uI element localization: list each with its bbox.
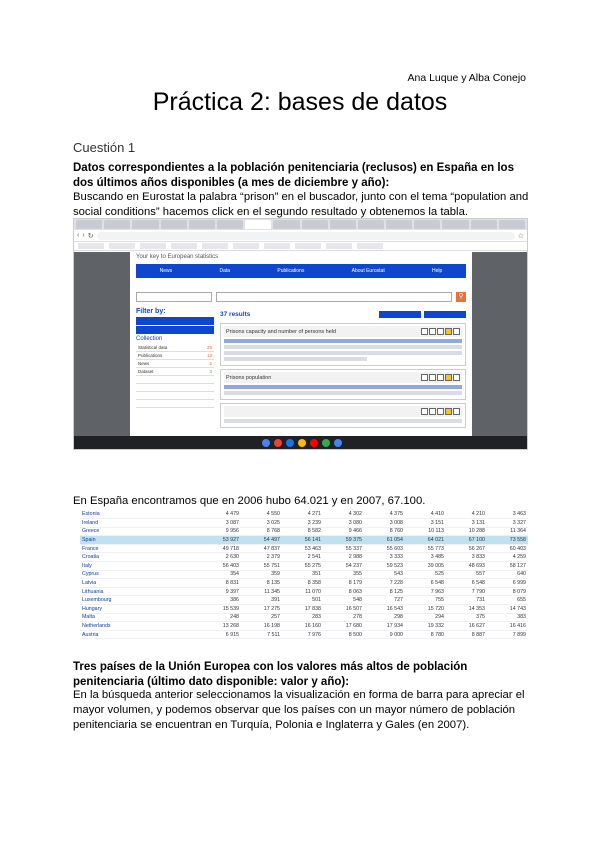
search-row: [136, 292, 466, 302]
filter-item: Dataset 3: [138, 369, 212, 374]
page-margin-right: [470, 252, 527, 438]
value-cell: 16 543: [364, 605, 405, 614]
value-cell: 73 558: [487, 536, 528, 545]
value-cell: 8 768: [241, 527, 282, 536]
value-cell: 11 345: [241, 587, 282, 596]
table-icon: [421, 374, 428, 381]
theme-select: [136, 292, 212, 302]
value-cell: 2 379: [241, 553, 282, 562]
value-cell: 354: [200, 570, 241, 579]
country-cell: Estonia: [80, 510, 190, 519]
result-title: Prisons capacity and number of persons held: [226, 328, 337, 335]
result-card: [220, 403, 466, 428]
value-cell: 15 539: [200, 605, 241, 614]
browser-tab-strip: [74, 219, 527, 230]
value-cell: 3 485: [405, 553, 446, 562]
bookmark-icon: [445, 408, 452, 415]
value-cell: 351: [282, 570, 323, 579]
section-heading: Cuestión 1: [73, 140, 136, 155]
chart-icon: [429, 374, 436, 381]
value-cell: 56 141: [282, 536, 323, 545]
page-margin-left: [74, 252, 130, 438]
value-cell: 355: [323, 570, 364, 579]
value-cell: 3 327: [487, 519, 528, 528]
value-cell: 6 915: [200, 630, 241, 639]
prison-table-screenshot: [80, 510, 528, 648]
value-cell: 9 397: [200, 587, 241, 596]
results-button: [379, 311, 421, 318]
value-cell: 54 497: [241, 536, 282, 545]
value-cell: 7 790: [446, 587, 487, 596]
flag-cell: [190, 527, 200, 536]
value-cell: 8 135: [241, 579, 282, 588]
value-cell: 9 000: [364, 630, 405, 639]
value-cell: 59 375: [323, 536, 364, 545]
value-cell: 48 693: [446, 562, 487, 571]
filter-item: [136, 376, 214, 384]
value-cell: 55 337: [323, 544, 364, 553]
country-cell: Hungary: [80, 605, 190, 614]
value-cell: 557: [446, 570, 487, 579]
country-cell: Lithuania: [80, 587, 190, 596]
table-row: [80, 536, 528, 545]
spain-sentence: En España encontramos que en 2006 hubo 64.021 y en 2007, 67.100.: [73, 495, 426, 507]
value-cell: 2 541: [282, 553, 323, 562]
bookmarks-bar: [74, 242, 527, 251]
table-row: [80, 596, 528, 605]
filter-item: News 2: [138, 361, 212, 366]
question-2-body: En la búsqueda anterior seleccionamos la visualización en forma de barra para apreciar el mayor volumen, y podemos observar que los países con un mayor número de población penitenciaria se encuentran en Turquía, Polonia e Inglaterra y Gales (en 2007).: [73, 689, 525, 731]
value-cell: 383: [487, 613, 528, 622]
filter-item: [136, 392, 214, 400]
country-cell: Malta: [80, 613, 190, 622]
value-cell: 55 603: [364, 544, 405, 553]
table-row: [80, 570, 528, 579]
value-cell: 11 364: [487, 527, 528, 536]
os-taskbar: [74, 436, 528, 449]
site-header: Your key to European statistics: [136, 254, 219, 260]
youtube-icon: [310, 439, 318, 447]
download-icon: [453, 408, 460, 415]
value-cell: 17 838: [282, 605, 323, 614]
value-cell: 8 760: [364, 527, 405, 536]
value-cell: 3 151: [405, 519, 446, 528]
value-cell: 8 063: [323, 587, 364, 596]
value-cell: 8 079: [487, 587, 528, 596]
value-cell: 386: [200, 596, 241, 605]
value-cell: 391: [241, 596, 282, 605]
value-cell: 10 113: [405, 527, 446, 536]
download-icon: [453, 328, 460, 335]
value-cell: 548: [323, 596, 364, 605]
value-cell: 10 288: [446, 527, 487, 536]
value-cell: 3 239: [282, 519, 323, 528]
gmail-icon: [274, 439, 282, 447]
country-cell: Greece: [80, 527, 190, 536]
country-cell: Ireland: [80, 519, 190, 528]
star-icon: ☆: [517, 232, 524, 240]
country-cell: Cyprus: [80, 570, 190, 579]
value-cell: 67 100: [446, 536, 487, 545]
value-cell: 283: [282, 613, 323, 622]
forward-icon: ›: [82, 232, 85, 239]
value-cell: 3 833: [446, 553, 487, 562]
results-panel: [220, 308, 466, 428]
value-cell: 16 416: [487, 622, 528, 631]
table-icon: [421, 328, 428, 335]
value-cell: 4 302: [323, 510, 364, 519]
breadcrumb: [130, 280, 472, 290]
value-cell: 3 080: [323, 519, 364, 528]
flag-cell: [190, 605, 200, 614]
result-title: Prisons population: [226, 374, 272, 381]
filter-item: Publications 13: [138, 353, 212, 358]
value-cell: 56 267: [446, 544, 487, 553]
reload-icon: ↻: [87, 232, 94, 240]
country-cell: Luxembourg: [80, 596, 190, 605]
flag-cell: [190, 570, 200, 579]
value-cell: 6 548: [446, 579, 487, 588]
table-row: [80, 510, 528, 519]
country-cell: Italy: [80, 562, 190, 571]
docs-icon: [286, 439, 294, 447]
flag-cell: [190, 519, 200, 528]
value-cell: 257: [241, 613, 282, 622]
value-cell: 3 025: [241, 519, 282, 528]
value-cell: 13 268: [200, 622, 241, 631]
table-row: [80, 562, 528, 571]
table-row: [80, 622, 528, 631]
flag-cell: [190, 622, 200, 631]
flag-cell: [190, 579, 200, 588]
question-1-body: Buscando en Eurostat la palabra “prison” en el buscador, junto con el tema “population and social conditions” hacemos click en el segundo resultado y obtenemos la tabla.: [73, 191, 529, 218]
value-cell: 54 237: [323, 562, 364, 571]
flag-cell: [190, 544, 200, 553]
search-input: [216, 292, 452, 302]
value-cell: 11 070: [282, 587, 323, 596]
value-cell: 4 479: [200, 510, 241, 519]
value-cell: 640: [487, 570, 528, 579]
value-cell: 2 988: [323, 553, 364, 562]
value-cell: 16 160: [282, 622, 323, 631]
value-cell: 501: [282, 596, 323, 605]
value-cell: 17 275: [241, 605, 282, 614]
play-icon: [322, 439, 330, 447]
flag-cell: [190, 553, 200, 562]
country-cell: France: [80, 544, 190, 553]
value-cell: 8 831: [200, 579, 241, 588]
value-cell: 19 332: [405, 622, 446, 631]
value-cell: 525: [405, 570, 446, 579]
table-row: [80, 587, 528, 596]
value-cell: 9 956: [200, 527, 241, 536]
value-cell: 731: [446, 596, 487, 605]
map-icon: [437, 328, 444, 335]
question-2-heading: Tres países de la Unión Europea con los valores más altos de población penitenciaria (último dato disponible: valor y año):: [73, 661, 468, 688]
value-cell: 294: [405, 613, 446, 622]
value-cell: 15 720: [405, 605, 446, 614]
flag-cell: [190, 536, 200, 545]
value-cell: 39 005: [405, 562, 446, 571]
value-cell: 3 463: [487, 510, 528, 519]
chart-icon: [429, 408, 436, 415]
flag-cell: [190, 562, 200, 571]
value-cell: 47 837: [241, 544, 282, 553]
value-cell: 3 008: [364, 519, 405, 528]
value-cell: 278: [323, 613, 364, 622]
value-cell: 9 466: [323, 527, 364, 536]
download-icon: [453, 374, 460, 381]
filter-active-1: [136, 317, 214, 325]
value-cell: 8 887: [446, 630, 487, 639]
value-cell: 7 511: [241, 630, 282, 639]
value-cell: 4 259: [487, 553, 528, 562]
value-cell: 7 963: [405, 587, 446, 596]
value-cell: 55 751: [241, 562, 282, 571]
filters-title: Filter by:: [136, 308, 166, 315]
value-cell: 64 021: [405, 536, 446, 545]
table-row: [80, 553, 528, 562]
filter-active-2: [136, 326, 214, 334]
value-cell: 60 403: [487, 544, 528, 553]
map-icon: [437, 408, 444, 415]
value-cell: 16 507: [323, 605, 364, 614]
flag-cell: [190, 587, 200, 596]
value-cell: 4 271: [282, 510, 323, 519]
results-count: 37 results: [220, 310, 251, 318]
flag-cell: [190, 510, 200, 519]
table-row: [80, 579, 528, 588]
document-title: Práctica 2: bases de datos: [152, 88, 448, 116]
table-icon: [421, 408, 428, 415]
value-cell: 59 523: [364, 562, 405, 571]
country-cell: Austria: [80, 630, 190, 639]
value-cell: 7 228: [364, 579, 405, 588]
value-cell: 8 358: [282, 579, 323, 588]
table-row: [80, 544, 528, 553]
country-cell: Croatia: [80, 553, 190, 562]
value-cell: 7 976: [282, 630, 323, 639]
flag-cell: [190, 630, 200, 639]
chart-icon: [429, 328, 436, 335]
value-cell: 8 582: [282, 527, 323, 536]
value-cell: 6 548: [405, 579, 446, 588]
collection-title: Collection: [136, 336, 163, 342]
value-cell: 375: [446, 613, 487, 622]
value-cell: 4 410: [405, 510, 446, 519]
value-cell: 4 210: [446, 510, 487, 519]
value-cell: 14 353: [446, 605, 487, 614]
result-card: [220, 323, 466, 366]
country-cell: Netherlands: [80, 622, 190, 631]
value-cell: 359: [241, 570, 282, 579]
filter-item: [136, 384, 214, 392]
value-cell: 3 087: [200, 519, 241, 528]
country-cell: Latvia: [80, 579, 190, 588]
files-icon: [334, 439, 342, 447]
value-cell: 755: [405, 596, 446, 605]
value-cell: 55 275: [282, 562, 323, 571]
nav-item-publications: Publications: [277, 268, 305, 274]
filter-item: Statistical data 29: [138, 345, 212, 350]
value-cell: 56 403: [200, 562, 241, 571]
value-cell: 6 999: [487, 579, 528, 588]
table-row: [80, 527, 528, 536]
site-nav-bar: [136, 264, 466, 278]
value-cell: 17 680: [323, 622, 364, 631]
value-cell: 543: [364, 570, 405, 579]
value-cell: 61 054: [364, 536, 405, 545]
value-cell: 8 500: [323, 630, 364, 639]
value-cell: 55 773: [405, 544, 446, 553]
nav-item-data: Data: [219, 268, 231, 274]
table-row: [80, 519, 528, 528]
bookmark-icon: [445, 374, 452, 381]
browser-address-bar: [74, 230, 527, 242]
value-cell: 655: [487, 596, 528, 605]
value-cell: 3 131: [446, 519, 487, 528]
value-cell: 49 718: [200, 544, 241, 553]
value-cell: 4 375: [364, 510, 405, 519]
flag-cell: [190, 613, 200, 622]
search-icon: ⚲: [456, 292, 466, 302]
map-icon: [437, 374, 444, 381]
value-cell: 17 934: [364, 622, 405, 631]
author-line: Ana Luque y Alba Conejo: [407, 72, 526, 84]
table-row: [80, 630, 528, 639]
value-cell: 7 899: [487, 630, 528, 639]
value-cell: 8 125: [364, 587, 405, 596]
value-cell: 8 179: [323, 579, 364, 588]
back-icon: ‹: [77, 232, 80, 239]
value-cell: 16 198: [241, 622, 282, 631]
eurostat-screenshot: [73, 218, 528, 450]
value-cell: 14 743: [487, 605, 528, 614]
nav-item-help: Help: [432, 268, 443, 274]
value-cell: 4 550: [241, 510, 282, 519]
bookmark-icon: [445, 328, 452, 335]
value-cell: 2 630: [200, 553, 241, 562]
chrome-icon: [262, 439, 270, 447]
filter-item: [136, 400, 214, 408]
prison-population-table: [80, 510, 528, 639]
table-row: [80, 613, 528, 622]
value-cell: 16 627: [446, 622, 487, 631]
question-1-heading: Datos correspondientes a la población penitenciaria (reclusos) en España en los dos últimos años disponibles (a mes de diciembre y año):: [73, 162, 514, 189]
nav-item-about: About Eurostat: [351, 268, 385, 274]
value-cell: 248: [200, 613, 241, 622]
results-header: [220, 308, 466, 320]
value-cell: 298: [364, 613, 405, 622]
results-button: [424, 311, 466, 318]
value-cell: 53 927: [200, 536, 241, 545]
value-cell: 8 780: [405, 630, 446, 639]
country-cell: Spain: [80, 536, 190, 545]
flag-cell: [190, 596, 200, 605]
value-cell: 727: [364, 596, 405, 605]
eurostat-page: [130, 252, 472, 438]
value-cell: 53 463: [282, 544, 323, 553]
value-cell: 3 333: [364, 553, 405, 562]
table-row: [80, 605, 528, 614]
url-field: [97, 232, 515, 240]
result-card: [220, 369, 466, 400]
slides-icon: [298, 439, 306, 447]
filters-panel: [136, 308, 214, 408]
nav-item-news: News: [159, 268, 173, 274]
value-cell: 58 127: [487, 562, 528, 571]
